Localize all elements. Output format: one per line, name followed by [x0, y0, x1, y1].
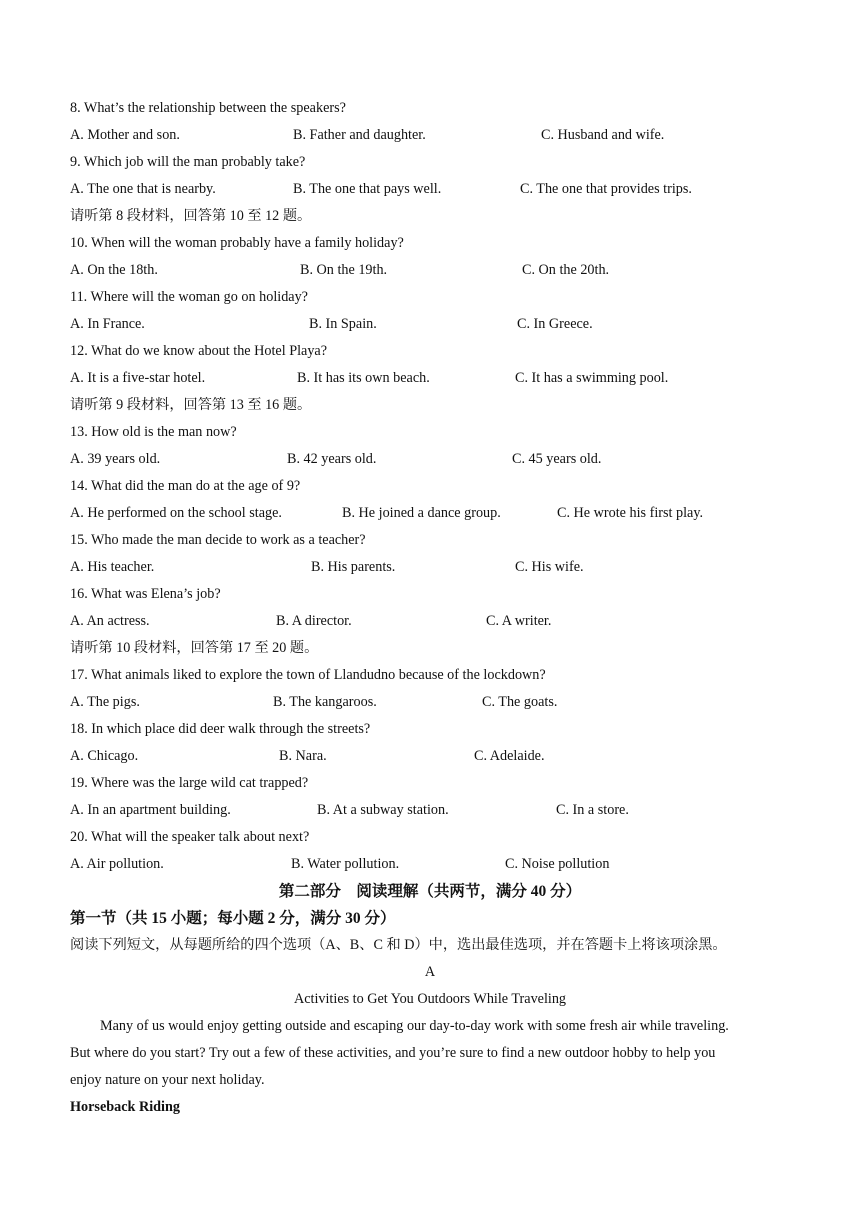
option-b: B. His parents.: [311, 559, 396, 575]
option-a: A. The one that is nearby.: [70, 181, 216, 197]
options-row: [70, 608, 790, 635]
option-c: C. 45 years old.: [512, 451, 602, 467]
option-b: B. 42 years old.: [287, 451, 377, 467]
option-c: C. In a store.: [556, 802, 629, 818]
options-row: [70, 446, 790, 473]
question-stem: 13. How old is the man now?: [70, 424, 237, 440]
option-a: A. Air pollution.: [70, 856, 164, 872]
options-row: [70, 365, 790, 392]
options-row: [70, 851, 790, 878]
option-a: A. 39 years old.: [70, 451, 161, 467]
option-a: A. In an apartment building.: [70, 802, 231, 818]
question-stem: 15. Who made the man decide to work as a teacher?: [70, 532, 366, 548]
options-row: [70, 122, 790, 149]
reading-instruction: 阅读下列短文，从每题所给的四个选项（A、B、C 和 D）中，选出最佳选项，并在答题卡上将该项涂黑。: [70, 937, 727, 953]
option-a: A. An actress.: [70, 613, 150, 629]
question-stem: 16. What was Elena’s job?: [70, 586, 221, 602]
option-b: B. Water pollution.: [291, 856, 400, 872]
question-stem: 10. When will the woman probably have a family holiday?: [70, 235, 404, 251]
option-c: C. On the 20th.: [522, 262, 610, 278]
option-c: C. His wife.: [515, 559, 584, 575]
option-c: C. A writer.: [486, 613, 552, 629]
listening-instruction: 请听第 9 段材料，回答第 13 至 16 题。: [70, 397, 312, 413]
option-a: A. Chicago.: [70, 748, 139, 764]
options-row: [70, 554, 790, 581]
option-a: A. On the 18th.: [70, 262, 158, 278]
listening-instruction: 请听第 8 段材料，回答第 10 至 12 题。: [70, 208, 312, 224]
question-stem: 19. Where was the large wild cat trapped?: [70, 775, 309, 791]
option-b: B. He joined a dance group.: [342, 505, 501, 521]
question-stem: 18. In which place did deer walk through the streets?: [70, 721, 371, 737]
question-stem: 20. What will the speaker talk about next?: [70, 829, 310, 845]
option-a: A. In France.: [70, 316, 145, 332]
passage-heading: Horseback Riding: [70, 1099, 180, 1115]
passage-title: Activities to Get You Outdoors While Traveling: [293, 991, 567, 1007]
passage-label: A: [424, 964, 436, 980]
option-b: B. At a subway station.: [317, 802, 449, 818]
options-row: [70, 176, 790, 203]
option-c: C. It has a swimming pool.: [515, 370, 669, 386]
option-a: A. Mother and son.: [70, 127, 180, 143]
option-c: C. In Greece.: [517, 316, 593, 332]
paragraph-line: Many of us would enjoy getting outside and escaping our day-to-day work with some fresh air while traveling.: [100, 1018, 729, 1034]
option-c: C. Adelaide.: [474, 748, 545, 764]
options-row: [70, 689, 790, 716]
option-b: B. The kangaroos.: [273, 694, 377, 710]
option-b: B. Nara.: [279, 748, 327, 764]
options-row: [70, 500, 790, 527]
option-c: C. He wrote his first play.: [557, 505, 704, 521]
option-a: A. He performed on the school stage.: [70, 505, 282, 521]
options-row: [70, 257, 790, 284]
paragraph-line: But where do you start? Try out a few of these activities, and you’re sure to find a new outdoor hobby to help you: [70, 1045, 716, 1061]
part-title: 第二部分 阅读理解（共两节，满分 40 分）: [278, 883, 582, 900]
question-stem: 9. Which job will the man probably take?: [70, 154, 306, 170]
question-stem: 14. What did the man do at the age of 9?: [70, 478, 301, 494]
question-stem: 12. What do we know about the Hotel Playa?: [70, 343, 328, 359]
question-stem: 17. What animals liked to explore the town of Llandudno because of the lockdown?: [70, 667, 546, 683]
options-row: [70, 743, 790, 770]
option-b: B. Father and daughter.: [293, 127, 426, 143]
section-title: 第一节（共 15 小题；每小题 2 分，满分 30 分）: [70, 910, 396, 927]
options-row: [70, 797, 790, 824]
option-a: A. His teacher.: [70, 559, 155, 575]
option-b: B. It has its own beach.: [297, 370, 430, 386]
paragraph-line: enjoy nature on your next holiday.: [70, 1072, 265, 1088]
option-c: C. The one that provides trips.: [520, 181, 692, 197]
option-b: B. In Spain.: [309, 316, 377, 332]
option-a: A. The pigs.: [70, 694, 140, 710]
option-b: B. The one that pays well.: [293, 181, 442, 197]
option-a: A. It is a five-star hotel.: [70, 370, 206, 386]
question-stem: 11. Where will the woman go on holiday?: [70, 289, 308, 305]
option-c: C. Husband and wife.: [541, 127, 665, 143]
options-row: [70, 311, 790, 338]
option-c: C. The goats.: [482, 694, 558, 710]
option-b: B. A director.: [276, 613, 352, 629]
passage-paragraph: [70, 1013, 790, 1094]
option-c: C. Noise pollution: [505, 856, 610, 872]
listening-instruction: 请听第 10 段材料，回答第 17 至 20 题。: [70, 640, 319, 656]
exam-page: [70, 95, 790, 1121]
option-b: B. On the 19th.: [300, 262, 388, 278]
question-stem: 8. What’s the relationship between the speakers?: [70, 100, 346, 116]
